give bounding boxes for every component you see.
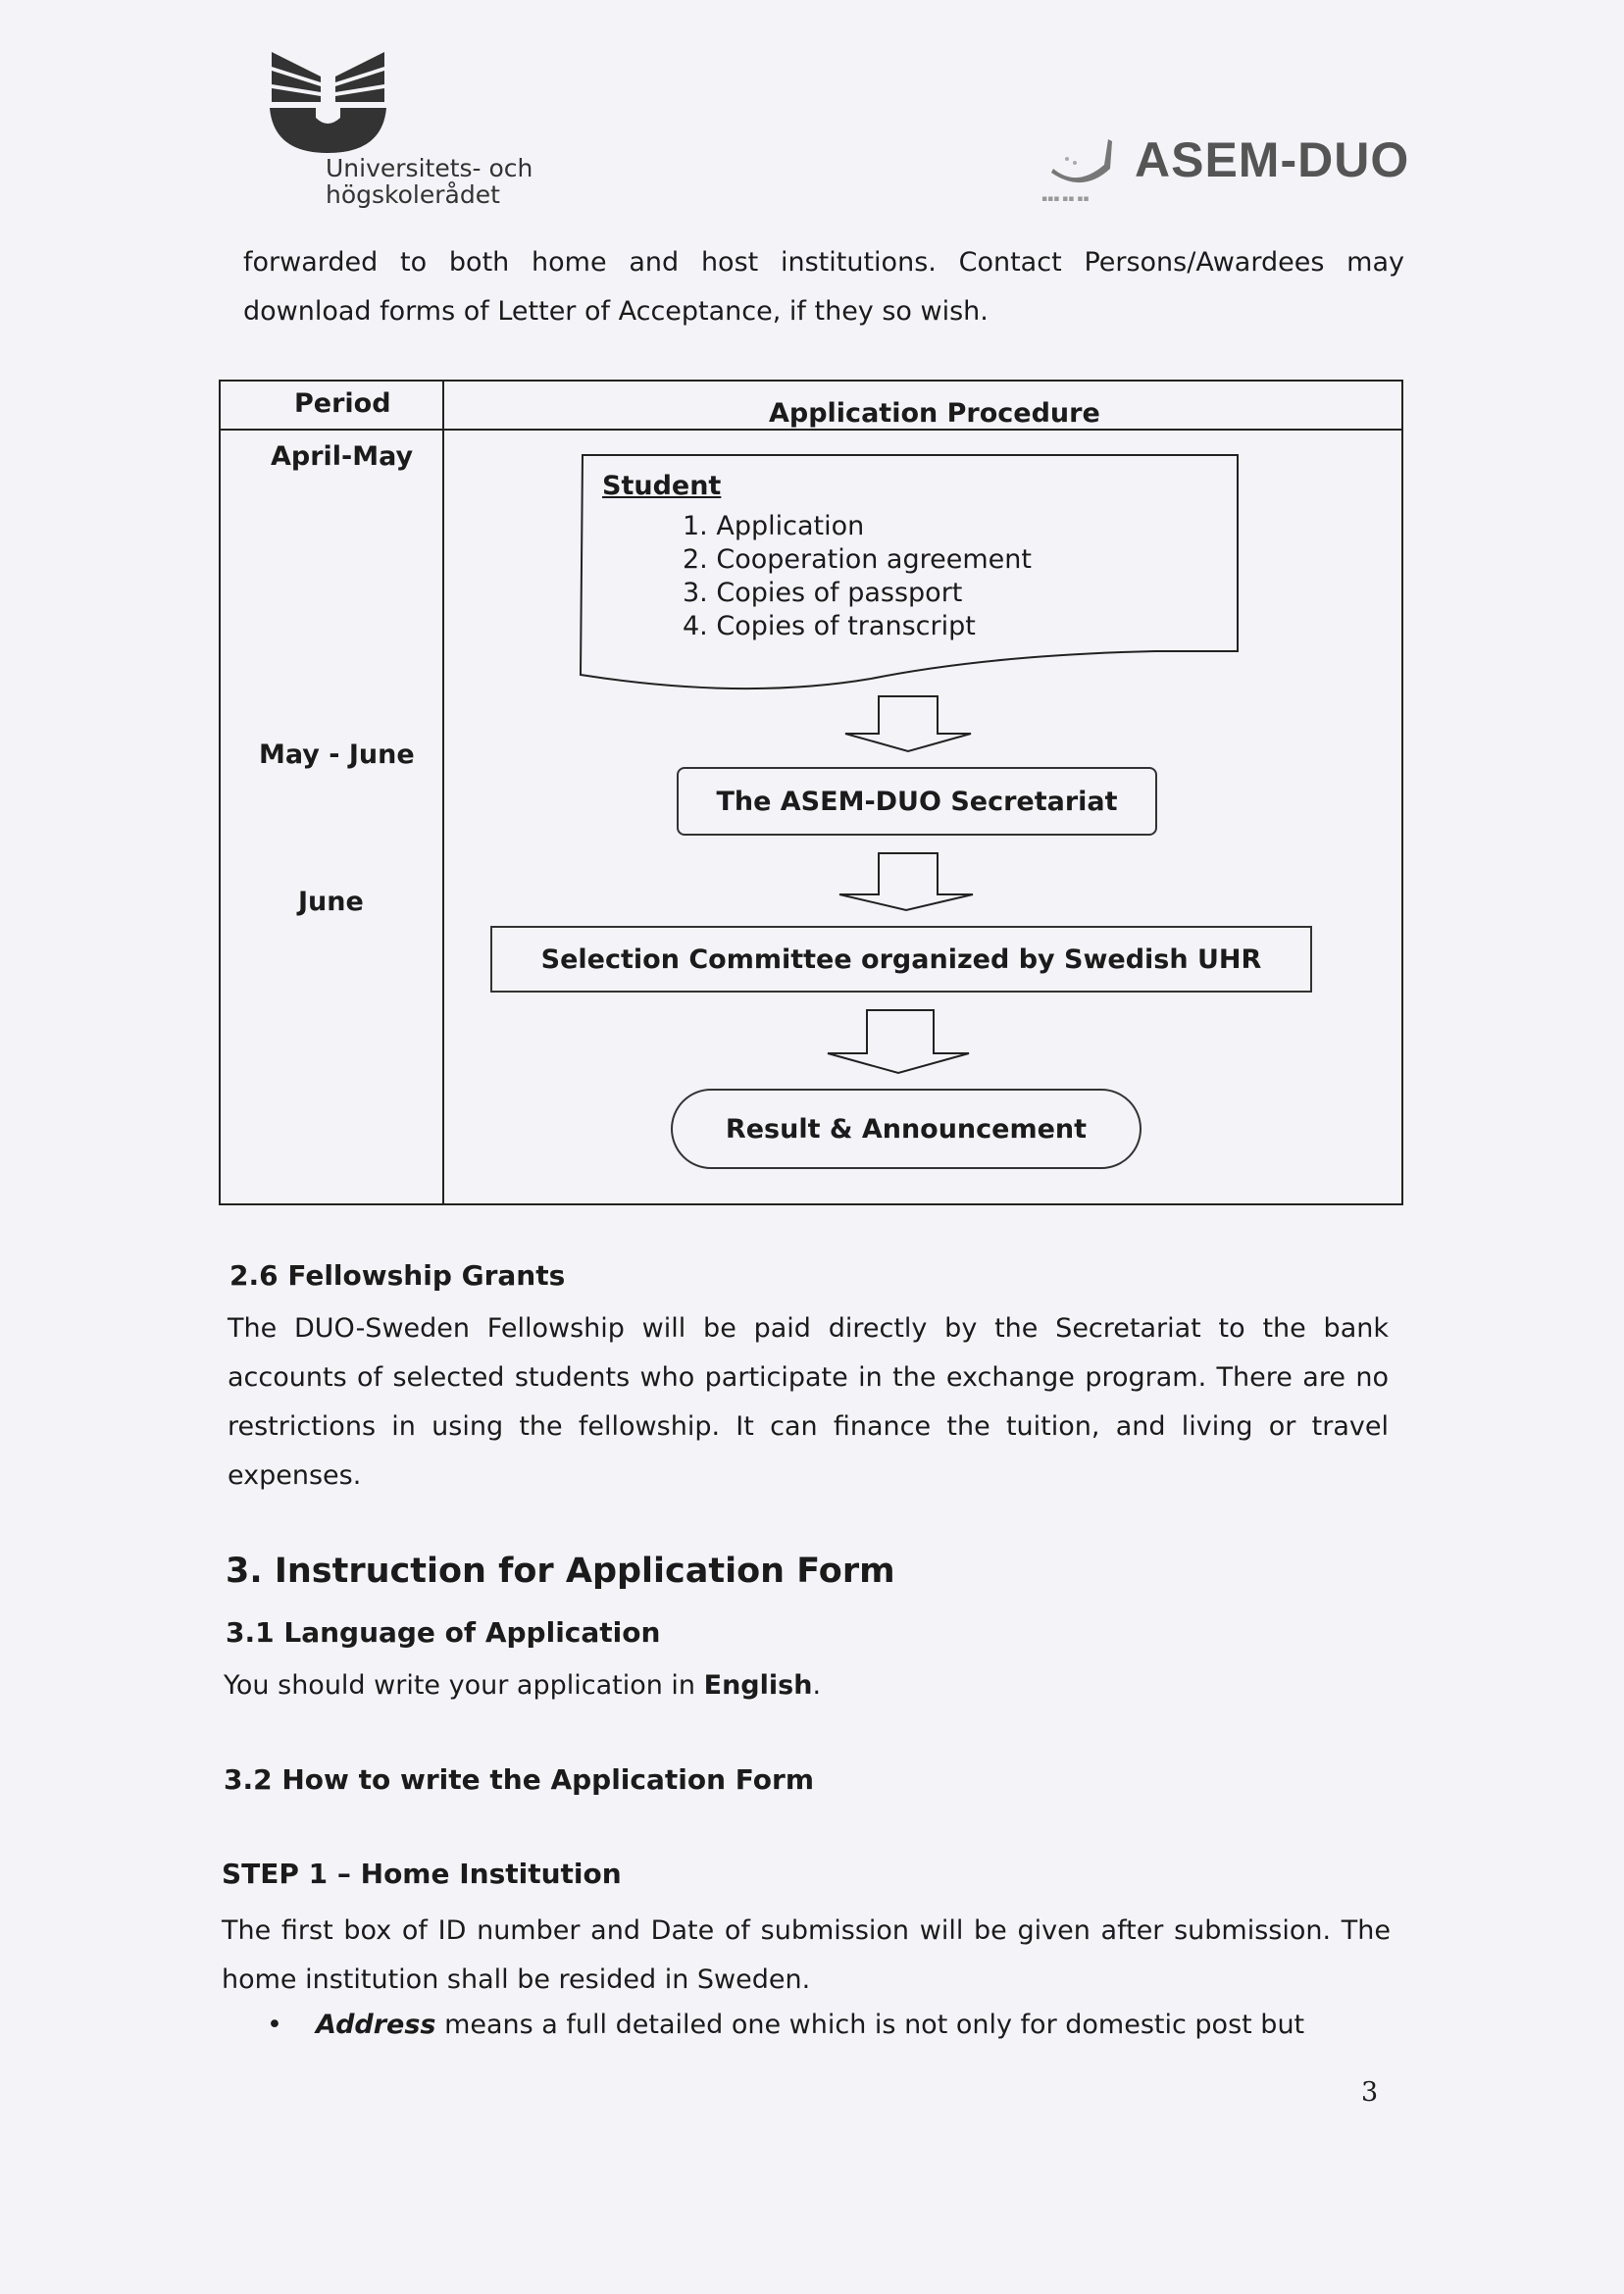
result-announcement-label: Result & Announcement [725,1113,1088,1145]
down-arrow-icon [824,1008,973,1075]
result-announcement-box [671,1089,1142,1169]
student-box-title: Student [602,471,722,501]
list-item: 4. Copies of transcript [683,611,976,641]
sentence-end: . [812,1670,822,1701]
bullet-icon: • [267,2010,282,2040]
language-english: English [703,1670,813,1701]
section-2-6-heading: 2.6 Fellowship Grants [229,1259,566,1292]
period-april-may: April-May [271,441,414,472]
selection-committee-box [490,926,1312,993]
section-3-1-heading: 3.1 Language of Application [226,1616,661,1649]
step-1-body: The first box of ID number and Date of submission will be given after submission. The home institution shall be resided in Sweden. [222,1915,1391,1995]
address-term: Address [316,2010,436,2040]
asem-duo-swoosh-icon [1047,129,1116,188]
asem-duo-tagline-mark: ▪▪▪ ▪▪ ▪▪ [1041,194,1090,204]
selection-committee-label: Selection Committee organized by Swedish UHR [540,943,1262,975]
secretariat-label: The ASEM-DUO Secretariat [716,786,1118,817]
uhr-name-line1: Universitets- och [326,154,533,182]
universitets-och-hogskoleradet-logo-icon [267,47,389,155]
period-june: June [298,887,364,917]
language-sentence: You should write your application in [224,1670,696,1701]
address-bullet-item [316,2001,1381,2050]
uhr-name-line2: högskolerådet [326,180,500,209]
column-header-procedure: Application Procedure [769,398,1100,429]
page-number: 3 [1361,2077,1379,2108]
student-requirements-list [683,510,1032,643]
down-arrow-icon [836,851,977,912]
step-1-heading: STEP 1 – Home Institution [222,1858,622,1890]
section-3-2-heading: 3.2 How to write the Application Form [224,1763,815,1796]
list-item: 3. Copies of passport [683,578,963,608]
list-item: 1. Application [683,511,865,541]
down-arrow-icon [843,694,975,753]
section-2-6-body: The DUO-Sweden Fellowship will be paid directly by the Secretariat to the bank accounts of selected students who participate in the exchange program. There are no restrictions in using the fellowship. It can finance the tuition, and living or travel expenses. [228,1313,1389,1491]
section-3-1-text [224,1661,821,1710]
intro-paragraph: forwarded to both home and host institutions. Contact Persons/Awardees may download forms of Letter of Acceptance, if they so wish. [243,247,1404,327]
column-header-period: Period [294,388,391,419]
address-description: means a full detailed one which is not only for domestic post but [435,2010,1305,2040]
uhr-organization-name [326,155,533,208]
period-may-june: May - June [259,739,415,770]
secretariat-box [677,767,1157,836]
asem-duo-name: ASEM-DUO [1135,132,1410,187]
section-3-heading: 3. Instruction for Application Form [226,1552,895,1591]
list-item: 2. Cooperation agreement [683,544,1032,575]
